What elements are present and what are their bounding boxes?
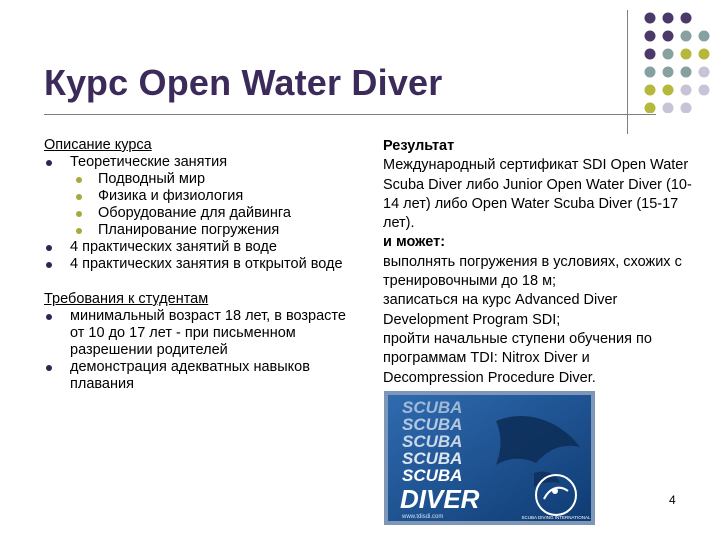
scuba-diver-logo	[384, 391, 595, 525]
right-column	[383, 137, 693, 388]
result-heading: Результат	[383, 138, 455, 154]
list-item: 4 практических занятий в воде	[44, 239, 354, 256]
student-requirements-heading: Требования к студентам	[44, 291, 209, 307]
can-heading: и может:	[383, 234, 446, 251]
dot-row-6	[645, 103, 692, 114]
dot-row-1	[645, 13, 692, 24]
dot-row-4	[645, 67, 710, 78]
scuba-text-row: SCUBA	[402, 466, 463, 485]
course-list	[44, 154, 354, 273]
scuba-text-row: SCUBA	[402, 449, 463, 468]
dot-row-3	[645, 49, 710, 60]
list-subitem: Оборудование для дайвинга	[44, 205, 354, 222]
scuba-text-row: SCUBA	[402, 415, 463, 434]
logo-url: www.tdisdi.com	[402, 514, 444, 520]
result-text: Международный сертификат SDI Open Water Scuba Diver либо Junior Open Water Diver (10-14 лет) либо Open Water Scuba Diver (15-17 лет).	[383, 157, 692, 232]
left-column	[44, 137, 354, 393]
can-line: записаться на курс Advanced Diver Development Program SDI;	[383, 292, 618, 328]
title-underline	[44, 114, 656, 115]
can-line: пройти начальные ступени обучения по программам TDI: Nitrox Diver и Decompression Procedure Diver.	[383, 330, 652, 386]
course-description-heading: Описание курса	[44, 137, 152, 153]
list-subitem: Физика и физиология	[44, 188, 354, 205]
vertical-divider	[627, 10, 628, 134]
requirements-list	[44, 308, 354, 393]
decorative-dot-grid	[640, 9, 716, 113]
list-item: Теоретические занятия	[44, 154, 354, 171]
scuba-text-row: SCUBA	[402, 398, 463, 417]
slide-title: Курс Open Water Diver	[44, 62, 443, 103]
can-line: выполнять погружения в условиях, схожих с тренировочными до 18 м;	[383, 253, 682, 290]
scuba-text-row: SCUBA	[402, 432, 463, 451]
diver-text: DIVER	[400, 484, 480, 514]
list-item: минимальный возраст 18 лет, в возрасте от 10 до 17 лет - при письменном разрешении родителей	[44, 308, 354, 359]
list-item: демонстрация адекватных навыков плавания	[44, 359, 354, 393]
list-subitem: Подводный мир	[44, 171, 354, 188]
dot-row-2	[645, 31, 710, 42]
page-number: 4	[669, 493, 676, 507]
list-subitem: Планирование погружения	[44, 222, 354, 239]
badge-text: SCUBA DIVING INTERNATIONAL	[521, 515, 591, 520]
dot-row-5	[645, 85, 710, 96]
list-item: 4 практических занятия в открытой воде	[44, 256, 354, 273]
